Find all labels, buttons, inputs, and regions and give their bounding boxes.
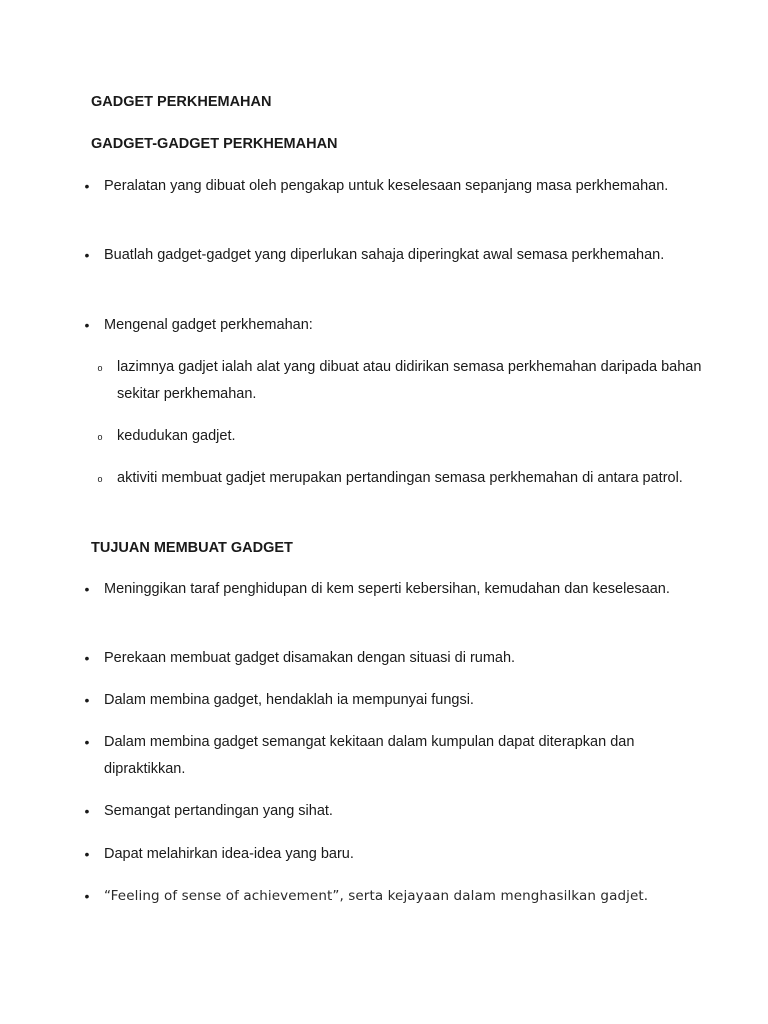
sub-list-item	[97, 465, 707, 492]
circle-bullet-icon: o	[97, 474, 103, 484]
list-item-text: Dapat melahirkan idea-idea yang baru.	[104, 846, 354, 862]
bullet-icon: •	[84, 888, 90, 904]
sub-list-item-text: aktiviti membuat gadjet merupakan pertandingan semasa perkhemahan di antara patrol.	[117, 470, 683, 486]
list-item	[84, 841, 704, 868]
sub-list-item	[97, 354, 707, 408]
bullet-icon: •	[84, 650, 90, 666]
list-item	[84, 576, 704, 603]
sub-list-item-text: kedudukan gadjet.	[117, 428, 236, 444]
bullet-icon: •	[84, 803, 90, 819]
circle-bullet-icon: o	[97, 432, 103, 442]
list-item	[84, 312, 704, 339]
bullet-icon: •	[84, 581, 90, 597]
list-item	[84, 883, 704, 910]
bullet-icon: •	[84, 247, 90, 263]
circle-bullet-icon: o	[97, 363, 103, 373]
bullet-icon: •	[84, 846, 90, 862]
list-item-text: Buatlah gadget-gadget yang diperlukan sahaja diperingkat awal semasa perkhemahan.	[104, 247, 665, 263]
list-item	[84, 798, 704, 825]
document-title: GADGET PERKHEMAHAN	[91, 94, 272, 110]
list-item-text: “Feeling of sense of achievement”, serta kejayaan dalam menghasilkan gadjet.	[104, 888, 649, 904]
list-item-text: Peralatan yang dibuat oleh pengakap untuk keselesaan sepanjang masa perkhemahan.	[104, 178, 669, 194]
list-item-text: Mengenal gadget perkhemahan:	[104, 317, 313, 333]
list-item-text: Dalam membina gadget, hendaklah ia mempunyai fungsi.	[104, 692, 474, 708]
list-item	[84, 242, 704, 269]
sub-list-item-text: lazimnya gadjet ialah alat yang dibuat atau didirikan semasa perkhemahan daripada bahan sekitar perkhemahan.	[117, 359, 702, 402]
list-item	[84, 687, 704, 714]
list-item	[84, 729, 704, 783]
list-item-text: Dalam membina gadget semangat kekitaan dalam kumpulan dapat diterapkan dan dipraktikkan.	[104, 734, 635, 777]
list-item-text: Meninggikan taraf penghidupan di kem seperti kebersihan, kemudahan dan keselesaan.	[104, 581, 670, 597]
bullet-icon: •	[84, 692, 90, 708]
section-heading-gadget-list: GADGET-GADGET PERKHEMAHAN	[91, 136, 338, 152]
list-item-text: Semangat pertandingan yang sihat.	[104, 803, 333, 819]
list-item	[84, 173, 704, 200]
list-item	[84, 645, 704, 672]
bullet-icon: •	[84, 734, 90, 750]
section-heading-purpose: TUJUAN MEMBUAT GADGET	[91, 540, 293, 556]
list-item-text: Perekaan membuat gadget disamakan dengan situasi di rumah.	[104, 650, 516, 666]
bullet-icon: •	[84, 178, 90, 194]
bullet-icon: •	[84, 317, 90, 333]
sub-list-item	[97, 423, 707, 450]
